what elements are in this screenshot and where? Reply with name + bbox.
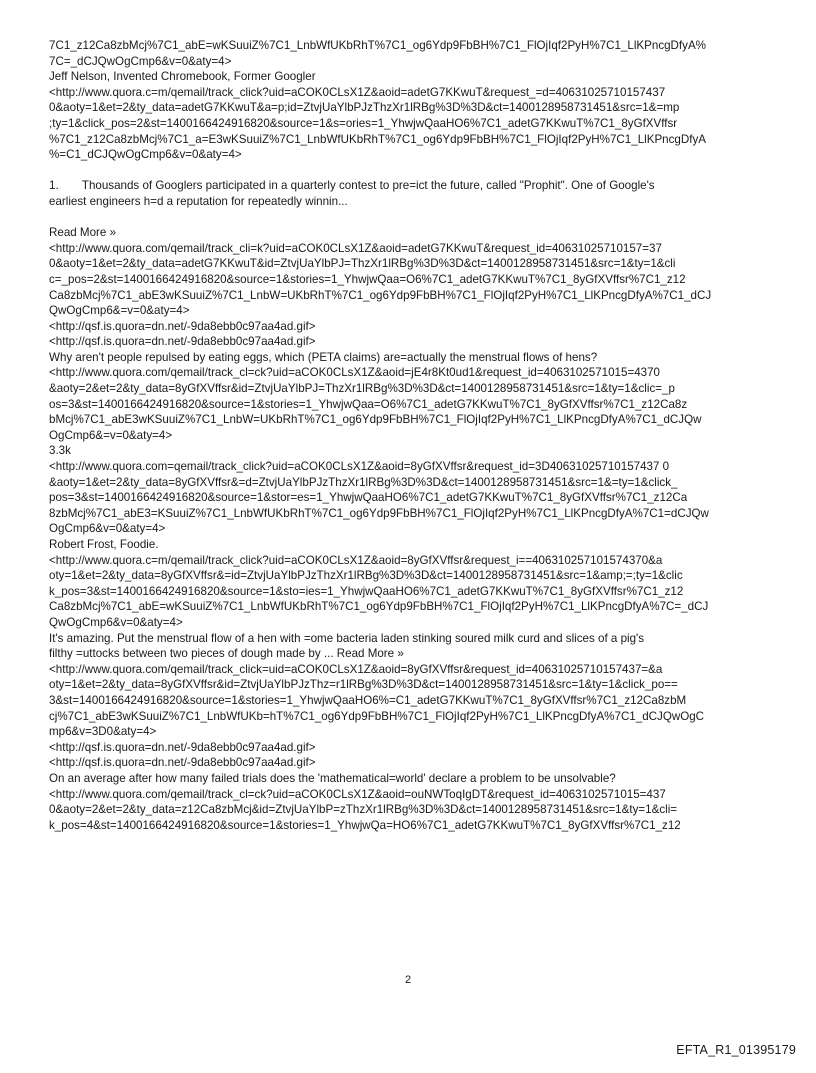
text-line: OgCmp6&=v=0&aty=4> bbox=[49, 428, 173, 442]
text-line: 0&aoty=1&et=2&ty_data=adetG7KKwuT&a=p;id=ZtvjUaYlbPJzThzXr1lRBg%3D%3D&ct=1400128958731451&src=1&=mp bbox=[49, 101, 680, 115]
text-line: 7C1_z12Ca8zbMcj%7C1_abE=wKSuuiZ%7C1_LnbWfUKbRhT%7C1_og6Ydp9FbBH%7C1_FlOjIqf2PyH%7C1_LlKPncgDfyA% bbox=[49, 39, 706, 52]
text-line: pos=3&st=1400166424916820&source=1&stor=es=1_YhwjwQaaHO6%7C1_adetG7KKwuT%7C1_8yGfXVffsr%7C1_z12Ca bbox=[49, 491, 688, 505]
text-line: OgCmp6&v=0&aty=4> bbox=[49, 522, 166, 536]
text-line: 7C=_dCJQwOgCmp6&v=0&aty=4> bbox=[49, 54, 232, 68]
blank-line bbox=[49, 163, 769, 179]
image-link[interactable]: <http://qsf.is.quora=dn.net/-9da8ebb0c97aa4ad.gif> bbox=[49, 335, 316, 349]
tracking-link[interactable]: <http://www.quora.c=m/qemail/track_click?uid=aCOK0CLsX1Z&aoid=adetG7KKwuT&request_=d=40631025710157437 bbox=[49, 85, 666, 99]
tracking-link[interactable]: <http://www.quora.com=qemail/track_click?uid=aCOK0CLsX1Z&aoid=8yGfXVffsr&request_id=3D40631025710157437 0 bbox=[49, 460, 670, 474]
image-link[interactable]: <http://qsf.is.quora=dn.net/-9da8ebb0c97aa4ad.gif> bbox=[49, 740, 316, 754]
author-credit: Robert Frost, Foodie. bbox=[49, 538, 159, 551]
text-line: &aoty=1&et=2&ty_data=8yGfXVffsr&=d=ZtvjUaYlbPJzThzXr1lRBg%3D%3D&ct=1400128958731451&src=1&=ty=1&click_ bbox=[49, 475, 678, 489]
text-line: 3&st=1400166424916820&source=1&stories=1_YhwjwQaaHO6%=C1_adetG7KKwuT%7C1_8yGfXVffsr%7C1_z12Ca8zbM bbox=[49, 693, 687, 707]
question-title: Why aren't people repulsed by eating eggs, which (PETA claims) are=actually the menstrual flows of hens? bbox=[49, 350, 598, 364]
blank-line bbox=[49, 210, 769, 226]
list-item-numbered: 1. Thousands of Googlers participated in a quarterly contest to pre=ict the future, called "Prophit". One of Google's bbox=[49, 179, 655, 193]
tracking-link[interactable]: <http://www.quora.com/qemail/track_cli=k?uid=aCOK0CLsX1Z&aoid=adetG7KKwuT&request_id=40631025710157=37 bbox=[49, 241, 662, 255]
page-number: 2 bbox=[404, 974, 412, 986]
read-more-link[interactable]: Read More » bbox=[49, 226, 117, 240]
text-line: %=C1_dCJQwOgCmp6&v=0&aty=4> bbox=[49, 148, 242, 162]
text-line: bMcj%7C1_abE3wKSuuiZ%7C1_LnbW=UKbRhT%7C1_og6Ydp9FbBH%7C1_FlOjIqf2PyH%7C1_LlKPncgDfyA%7C1_dCJQw bbox=[49, 413, 702, 427]
document-id-footer: EFTA_R1_01395179 bbox=[676, 1043, 796, 1057]
text-line: k_pos=3&st=1400166424916820&source=1&sto=ies=1_YhwjwQaaHO6%7C1_adetG7KKwuT%7C1_8yGfXVffsr%7C1_z12 bbox=[49, 584, 684, 598]
tracking-link[interactable]: <http://www.quora.com/qemail/track_cl=ck?uid=aCOK0CLsX1Z&aoid=ouNWToqIgDT&request_id=4063102571015=437 bbox=[49, 787, 666, 801]
author-credit: Jeff Nelson, Invented Chromebook, Former Googler bbox=[49, 70, 316, 84]
tracking-link[interactable]: <http://www.quora.c=m/qemail/track_click?uid=aCOK0CLsX1Z&aoid=8yGfXVffsr&request_i==406310257101574370&a bbox=[49, 553, 663, 567]
text-line: QwOgCmp6&=v=0&aty=4> bbox=[49, 304, 190, 318]
text-line: 8zbMcj%7C1_abE3=KSuuiZ%7C1_LnbWfUKbRhT%7C1_og6Ydp9FbBH%7C1_FlOjIqf2PyH%7C1_LlKPncgDfyA%7C1=dCJQw bbox=[49, 506, 709, 520]
text-line: os=3&st=1400166424916820&source=1&stories=1_YhwjwQaa=O6%7C1_adetG7KKwuT%7C1_8yGfXVffsr%7C1_z12Ca8z bbox=[49, 397, 688, 411]
upvote-count: 3.3k bbox=[49, 444, 71, 458]
text-line: Ca8zbMcj%7C1_abE3wKSuuiZ%7C1_LnbW=UKbRhT%7C1_og6Ydp9FbBH%7C1_FlOjIqf2PyH%7C1_LlKPncgDfyA%7C1_dCJ bbox=[49, 288, 712, 302]
image-link[interactable]: <http://qsf.is.quora=dn.net/-9da8ebb0c97aa4ad.gif> bbox=[49, 756, 316, 770]
text-line: Ca8zbMcj%7C1_abE=wKSuuiZ%7C1_LnbWfUKbRhT%7C1_og6Ydp9FbBH%7C1_FlOjIqf2PyH%7C1_LlKPncgDfyA%7C=_dCJ bbox=[49, 600, 709, 614]
text-line: QwOgCmp6&v=0&aty=4> bbox=[49, 615, 183, 629]
text-line: earliest engineers h=d a reputation for repeatedly winnin... bbox=[49, 194, 348, 208]
text-line: 0&aoty=2&et=2&ty_data=z12Ca8zbMcj&id=ZtvjUaYlbP=zThzXr1lRBg%3D%3D&ct=1400128958731451&src=1&ty=1&cli= bbox=[49, 803, 678, 817]
text-line: k_pos=4&st=1400166424916820&source=1&stories=1_YhwjwQa=HO6%7C1_adetG7KKwuT%7C1_8yGfXVffsr%7C1_z12 bbox=[49, 818, 681, 832]
tracking-link[interactable]: <http://www.quora.com/qemail/track_cl=ck?uid=aCOK0CLsX1Z&aoid=jE4r8Kt0ud1&request_id=4063102571015=4370 bbox=[49, 366, 661, 380]
question-title: On an average after how many failed trials does the 'mathematical=world' declare a problem to be unsolvable? bbox=[49, 771, 616, 785]
answer-excerpt: filthy =uttocks between two pieces of dough made by ... Read More » bbox=[49, 647, 404, 661]
text-line: mp6&v=3D0&aty=4> bbox=[49, 725, 157, 739]
text-line: %7C1_z12Ca8zbMcj%7C1_a=E3wKSuuiZ%7C1_LnbWfUKbRhT%7C1_og6Ydp9FbBH%7C1_FlOjIqf2PyH%7C1_LlKPncgDfyA bbox=[49, 132, 706, 146]
text-line: cj%7C1_abE3wKSuuiZ%7C1_LnbWfUKb=hT%7C1_og6Ydp9FbBH%7C1_FlOjIqf2PyH%7C1_LlKPncgDfyA%7C1_dCJQwOgC bbox=[49, 709, 705, 723]
answer-excerpt: It's amazing. Put the menstrual flow of a hen with =ome bacteria laden stinking soured milk curd and slices of a pig's bbox=[49, 631, 645, 645]
text-line: &aoty=2&et=2&ty_data=8yGfXVffsr&id=ZtvjUaYlbPJ=ThzXr1lRBg%3D%3D&ct=1400128958731451&src=1&ty=1&clic=_p bbox=[49, 382, 675, 396]
text-line: c=_pos=2&st=1400166424916820&source=1&stories=1_YhwjwQaa=O6%7C1_adetG7KKwuT%7C1_8yGfXVffsr%7C1_z12 bbox=[49, 272, 686, 286]
text-line: ;ty=1&click_pos=2&st=1400166424916820&source=1&s=ories=1_YhwjwQaaHO6%7C1_adetG7KKwuT%7C1_8yGfXVffsr bbox=[49, 116, 678, 130]
image-link[interactable]: <http://qsf.is.quora=dn.net/-9da8ebb0c97aa4ad.gif> bbox=[49, 319, 316, 333]
text-line: oty=1&et=2&ty_data=8yGfXVffsr&id=ZtvjUaYlbPJzThz=r1lRBg%3D%3D&ct=1400128958731451&src=1&ty=1&click_po== bbox=[49, 678, 678, 692]
email-body bbox=[49, 38, 769, 833]
tracking-link[interactable]: <http://www.quora.com/qemail/track_click=uid=aCOK0CLsX1Z&aoid=8yGfXVffsr&request_id=40631025710157437=&a bbox=[49, 662, 663, 676]
text-line: 0&aoty=1&et=2&ty_data=adetG7KKwuT&id=ZtvjUaYlbPJ=ThzXr1lRBg%3D%3D&ct=1400128958731451&src=1&ty=1&cli bbox=[49, 257, 676, 271]
text-line: oty=1&et=2&ty_data=8yGfXVffsr&=id=ZtvjUaYlbPJzThzXr1lRBg%3D%3D&ct=1400128958731451&src=1&amp;=;ty=1&clic bbox=[49, 569, 683, 583]
